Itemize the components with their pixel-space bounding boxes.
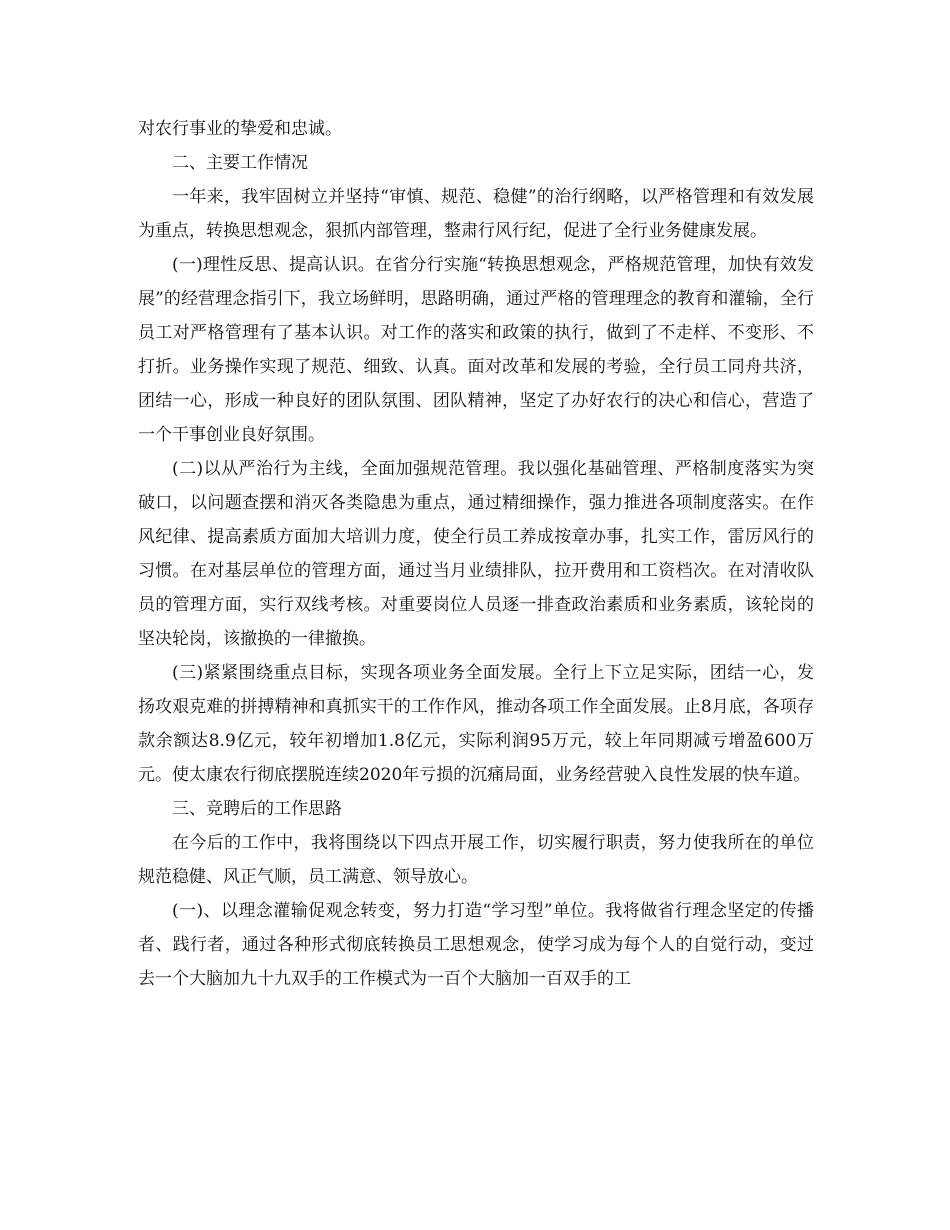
paragraph-item-3: (三)紧紧围绕重点目标，实现各项业务全面发展。全行上下立足实际，团结一心，发扬攻艰克难的拼搏精神和真抓实干的工作作风，推动各项工作全面发展。止8月底，各项存款余额达8.9亿元，较年初增加1.8亿元，实际利润95万元，较上年同期减亏增盈600万元。使太康农行彻底摆脱连续2020年亏损的沉痛局面，业务经营驶入良性发展的快车道。: [138, 663, 814, 785]
paragraph-plan-item-1: (一)、以理念灌输促观念转变，努力打造“学习型”单位。我将做省行理念坚定的传播者、践行者，通过各种形式彻底转换员工思想观念，使学习成为每个人的自觉行动，变过去一个大脑加九十九双手的工作模式为一百个大脑加一百双手的工: [138, 901, 814, 989]
paragraph-plan-intro: 在今后的工作中，我将围绕以下四点开展工作，切实履行职责，努力使我所在的单位规范稳健、风正气顺，员工满意、领导放心。: [138, 833, 814, 887]
section-heading-work-plan: 三、竞聘后的工作思路: [172, 799, 342, 819]
document-body: [138, 112, 814, 996]
paragraph-overview: 一年来，我牢固树立并坚持“审慎、规范、稳健”的治行纲略，以严格管理和有效发展为重点，转换思想观念，狠抓内部管理，整肃行风行纪，促进了全行业务健康发展。: [138, 187, 814, 241]
section-heading-main-work: 二、主要工作情况: [172, 153, 308, 173]
paragraph-item-1: (一)理性反思、提高认识。在省分行实施“转换思想观念，严格规范管理，加快有效发展”的经营理念指引下，我立场鲜明，思路明确，通过严格的管理理念的教育和灌输，全行员工对严格管理有了基本认识。对工作的落实和政策的执行，做到了不走样、不变形、不打折。业务操作实现了规范、细致、认真。面对改革和发展的考验，全行员工同舟共济，团结一心，形成一种良好的团队氛围、团队精神，坚定了办好农行的决心和信心，营造了一个干事创业良好氛围。: [138, 255, 814, 445]
paragraph-continuation: 对农行事业的挚爱和忠诚。: [138, 119, 342, 139]
paragraph-item-2: (二)以从严治行为主线，全面加强规范管理。我以强化基础管理、严格制度落实为突破口，以问题查摆和消灭各类隐患为重点，通过精细操作，强力推进各项制度落实。在作风纪律、提高素质方面加大培训力度，使全行员工养成按章办事，扎实工作，雷厉风行的习惯。在对基层单位的管理方面，通过当月业绩排队，拉开费用和工资档次。在对清收队员的管理方面，实行双线考核。对重要岗位人员逐一排查政治素质和业务素质，该轮岗的坚决轮岗，该撤换的一律撤换。: [138, 459, 814, 649]
